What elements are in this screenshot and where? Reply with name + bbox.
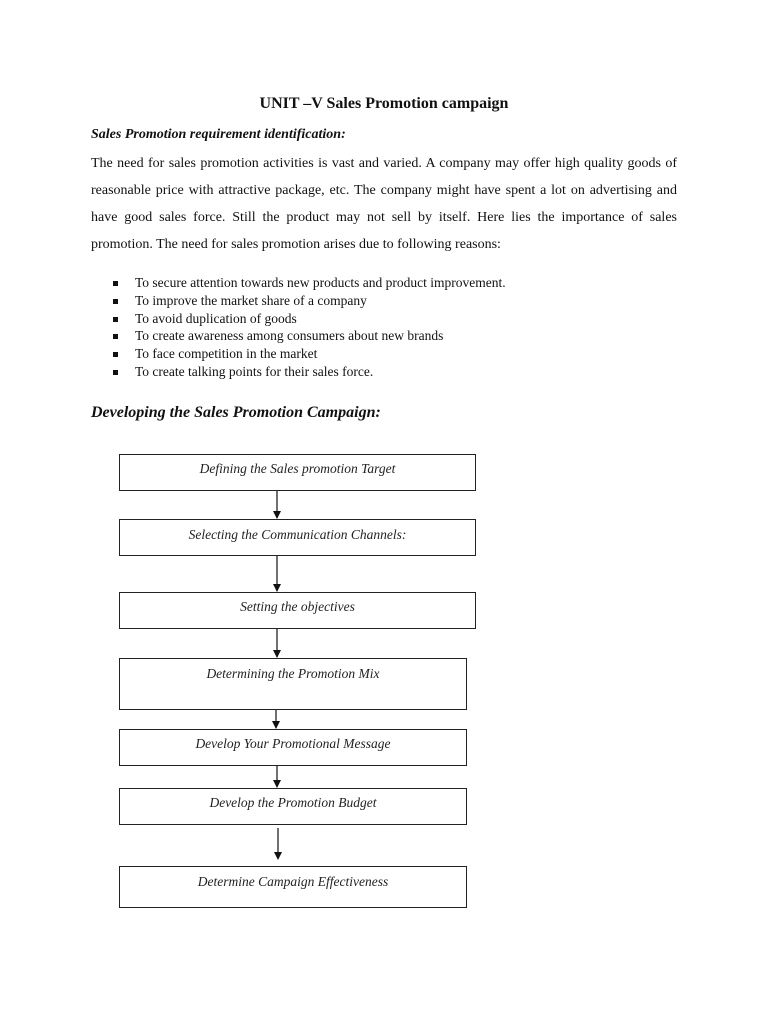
list-item-text: To secure attention towards new products and product improvement. (135, 275, 506, 290)
list-item (91, 345, 677, 363)
arrow-down-icon (272, 721, 280, 729)
list-item-text: To improve the market share of a company (135, 292, 367, 308)
arrow-down-icon (274, 852, 282, 860)
arrow-down-icon (273, 584, 281, 592)
flowchart-step-target (119, 454, 476, 491)
page-title: UNIT –V Sales Promotion campaign (259, 95, 509, 112)
list-item-text: To face competition in the market (135, 346, 318, 362)
subheading-requirement-identification: Sales Promotion requirement identification: (91, 127, 346, 142)
list-item-text: To create talking points for their sales force. (135, 363, 374, 379)
arrow-down-icon (273, 650, 281, 658)
list-item-text: To create awareness among consumers about new brands (135, 328, 444, 344)
bullet-icon (113, 317, 118, 322)
list-item (91, 363, 677, 381)
flowchart-step-message (119, 729, 467, 766)
bullet-icon (113, 299, 118, 304)
list-item (91, 292, 677, 310)
flowchart-step-label: Defining the Sales promotion Target (199, 461, 396, 476)
bullet-icon (113, 370, 118, 375)
flowchart-step-budget (119, 788, 467, 825)
arrow-down-icon (273, 511, 281, 519)
flowchart-step-label: Develop Your Promotional Message (195, 736, 391, 751)
flowchart-step-label: Selecting the Communication Channels: (188, 527, 407, 542)
flowchart-step-objectives (119, 592, 476, 629)
flowchart-step-label: Determining the Promotion Mix (206, 666, 380, 681)
flowchart-step-label: Develop the Promotion Budget (209, 795, 377, 810)
flowchart-step-label: Setting the objectives (240, 599, 355, 614)
list-item-text: To avoid duplication of goods (135, 310, 297, 326)
list-item (91, 310, 677, 328)
section-heading-campaign: Developing the Sales Promotion Campaign: (91, 404, 381, 421)
list-item (91, 327, 677, 345)
bullet-icon (113, 352, 118, 357)
reasons-list (91, 274, 677, 381)
arrow-down-icon (273, 780, 281, 788)
flowchart-step-label: Determine Campaign Effectiveness (197, 874, 389, 889)
flowchart-step-channels (119, 519, 476, 556)
flowchart-step-effectiveness (119, 866, 467, 908)
list-item (91, 274, 677, 292)
bullet-icon (113, 334, 118, 339)
bullet-icon (113, 281, 118, 286)
flowchart-step-promotion-mix (119, 658, 467, 710)
intro-paragraph: The need for sales promotion activities is vast and varied. A company may offer high quality goods of reasonable price with attractive package, etc. The company might have spent a lot on advertising and have good sales force. Still the product may not sell by itself. Here lies the importance of sales promotion. The need for sales promotion arises due to following reasons: (91, 156, 677, 252)
